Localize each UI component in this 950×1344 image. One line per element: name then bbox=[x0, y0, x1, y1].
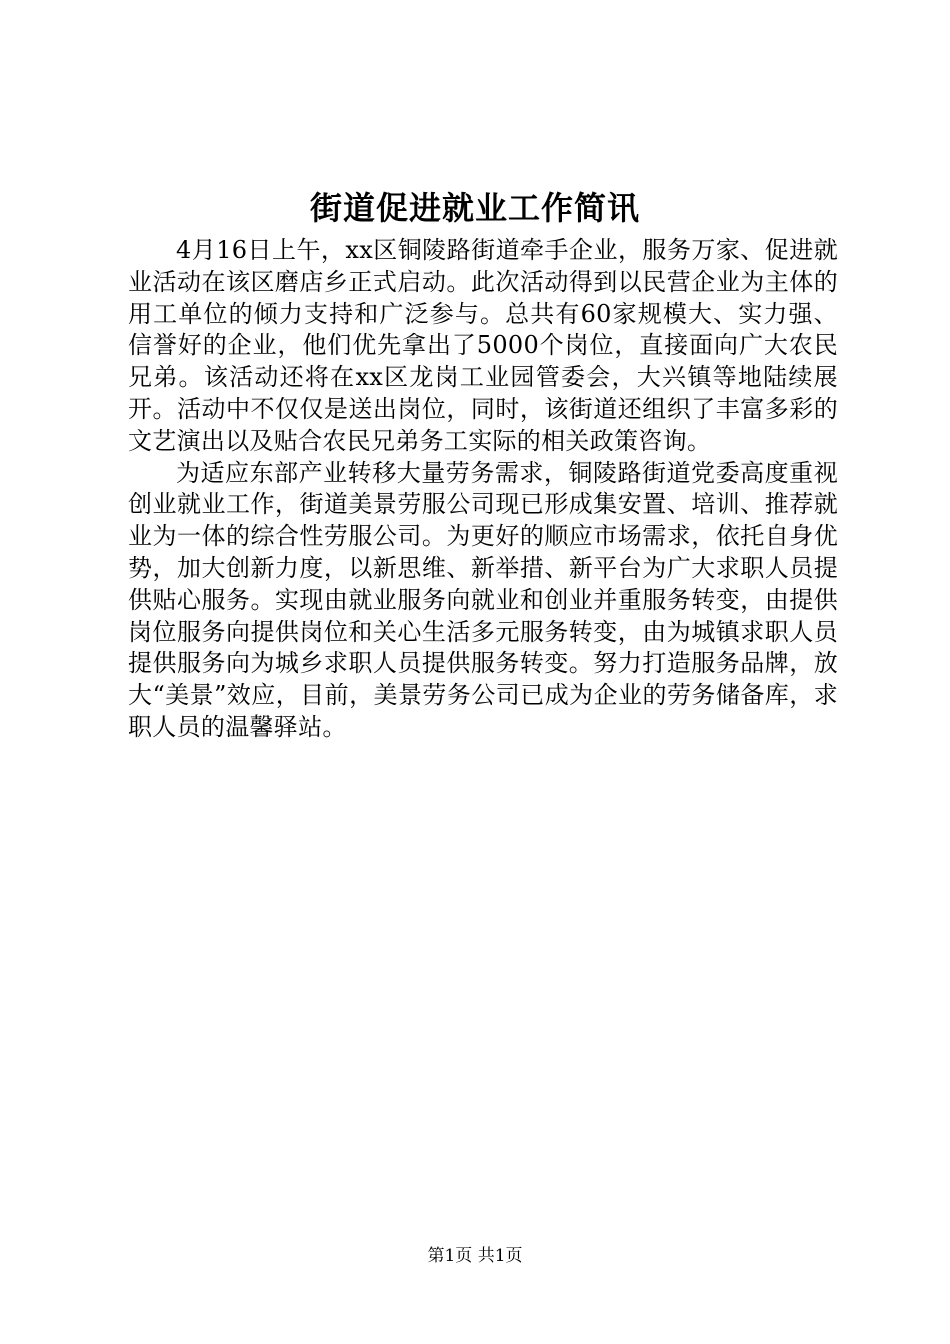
paragraph-2: 为适应东部产业转移大量劳务需求，铜陵路街道党委高度重视创业就业工作，街道美景劳服公司现已形成集安置、培训、推荐就业为一体的综合性劳服公司。为更好的顺应市场需求，依托自身优势，加大创新力度，以新思维、新举措、新平台为广大求职人员提供贴心服务。实现由就业服务向就业和创业并重服务转变，由提供岗位服务向提供岗位和关心生活多元服务转变，由为城镇求职人员提供服务向为城乡求职人员提供服务转变。努力打造服务品牌，放大“美景”效应，目前，美景劳务公司已成为企业的劳务储备库，求职人员的温馨驿站。 bbox=[128, 458, 838, 741]
page-footer: 第1页 共1页 bbox=[427, 1246, 523, 1266]
document-body bbox=[128, 235, 838, 744]
paragraph-1: 4月16日上午，xx区铜陵路街道牵手企业，服务万家、促进就业活动在该区磨店乡正式启动。此次活动得到以民营企业为主体的用工单位的倾力支持和广泛参与。总共有60家规模大、实力强、信誉好的企业，他们优先拿出了5000个岗位，直接面向广大农民兄弟。该活动还将在xx区龙岗工业园管委会，大兴镇等地陆续展开。活动中不仅仅是送出岗位，同时，该街道还组织了丰富多彩的文艺演出以及贴合农民兄弟务工实际的相关政策咨询。 bbox=[128, 236, 838, 455]
document-title: 街道促进就业工作简讯 bbox=[309, 189, 640, 227]
